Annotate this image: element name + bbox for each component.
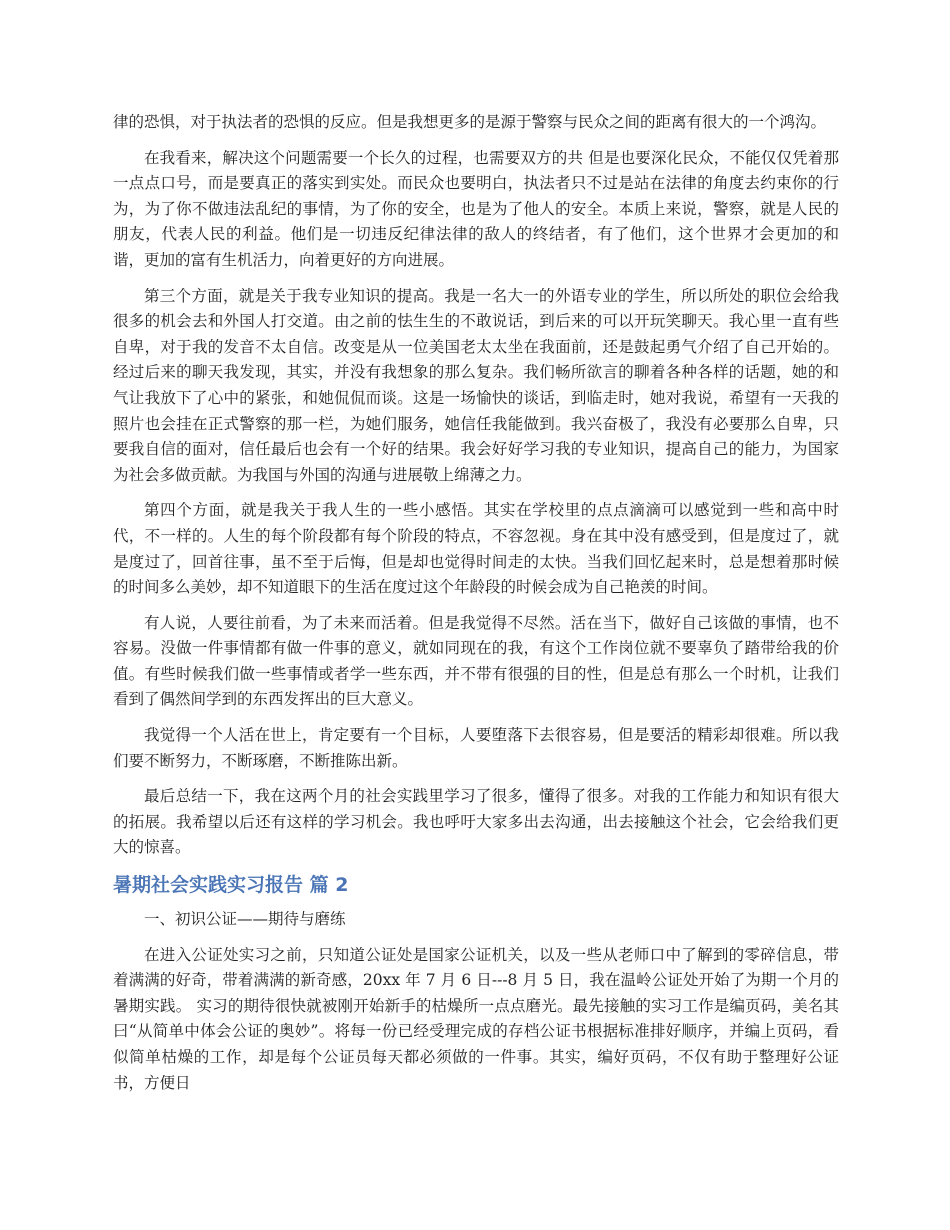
paragraph: 我觉得一个人活在世上，肯定要有一个目标，人要堕落下去很容易，但是要活的精彩却很难。所以我们要不断努力，不断琢磨，不断推陈出新。: [113, 726, 839, 770]
paragraph: 在我看来，解决这个问题需要一个长久的过程，也需要双方的共 但是也要深化民众，不能仅仅凭着那一点点口号，而是要真正的落实到实处。而民众也要明白，执法者只不过是站在法律的角度去约束你的行为，为了你不做违法乱纪的事情，为了你的安全，也是为了他人的安全。本质上来说，警察，就是人民的朋友，代表人民的利益。他们是一切违反纪律法律的敌人的终结者，有了他们，这个世界才会更加的和谐，更加的富有生机活力，向着更好的方向进展。: [113, 148, 839, 269]
paragraph: 第三个方面，就是关于我专业知识的提高。我是一名大一的外语专业的学生，所以所处的职位会给我很多的机会去和外国人打交道。由之前的怯生生的不敢说话，到后来的可以开玩笑聊天。我心里一直有些自卑，对于我的发音不太自信。改变是从一位美国老太太坐在我面前，还是鼓起勇气介绍了自己开始的。经过后来的聊天我发现，其实，并没有我想象的那么复杂。我们畅所欲言的聊着各种各样的话题，她的和气让我放下了心中的紧张，和她侃侃而谈。这是一场愉快的谈话，到临走时，她对我说，希望有一天我的照片也会挂在正式警察的那一栏，为她们服务，她信任我能做到。我兴奋极了，我没有必要那么自卑，只要我自信的面对，信任最后也会有一个好的结果。我会好好学习我的专业知识，提高自己的能力，为国家为社会多做贡献。为我国与外国的沟通与进展敬上绵薄之力。: [113, 286, 839, 484]
paragraph: 第四个方面，就是我关于我人生的一些小感悟。其实在学校里的点点滴滴可以感觉到一些和高中时代，不一样的。人生的每个阶段都有每个阶段的特点，不容忽视。身在其中没有感受到，但是度过了，就是度过了，回首往事，虽不至于后悔，但是却也觉得时间走的太快。当我们回忆起来时，总是想着那时候的时间多么美妙，却不知道眼下的生活在度过这个年龄段的时候会成为自己艳羡的时间。: [113, 501, 839, 597]
paragraph: 有人说，人要往前看，为了未来而活着。但是我觉得不尽然。活在当下，做好自己该做的事情，也不容易。没做一件事情都有做一件事的意义，就如同现在的我，有这个工作岗位就不要辜负了踏带给我的价值。有些时候我们做一些事情或者学一些东西，并不带有很强的目的性，但是总有那么一个时机，让我们看到了偶然间学到的东西发挥出的巨大意义。: [113, 613, 839, 709]
paragraph: 律的恐惧，对于执法者的恐惧的反应。但是我想更多的是源于警察与民众之间的距离有很大的一个鸿沟。: [113, 113, 827, 131]
paragraph: 在进入公证处实习之前，只知道公证处是国家公证机关，以及一些从老师口中了解到的零碎信息，带着满满的好奇，带着满满的新奇感，20xx 年 7 月 6 日---8 月 5 日，我在温岭公证处开始了为期一个月的暑期实践。 实习的期待很快就被刚开始新手的枯燥所一点点磨光。最先接触的实习工作是编页码，美名其曰“从简单中体会公证的奥妙”。将每一份已经受理完成的存档公证书根据标准排好顺序，并编上页码，看似简单枯燥的工作，却是每个公证员每天都必须做的一件事。其实，编好页码，不仅有助于整理好公证书，方便日: [113, 945, 839, 1092]
paragraph: 最后总结一下，我在这两个月的社会实践里学习了很多，懂得了很多。对我的工作能力和知识有很大的拓展。我希望以后还有这样的学习机会。我也呼吁大家多出去沟通，出去接触这个社会，它会给我们更大的惊喜。: [113, 787, 839, 857]
subheading: 一、初识公证——期待与磨练: [144, 910, 346, 929]
document-page: [113, 110, 839, 1106]
section-heading: 暑期社会实践实习报告 篇 2: [113, 874, 349, 897]
